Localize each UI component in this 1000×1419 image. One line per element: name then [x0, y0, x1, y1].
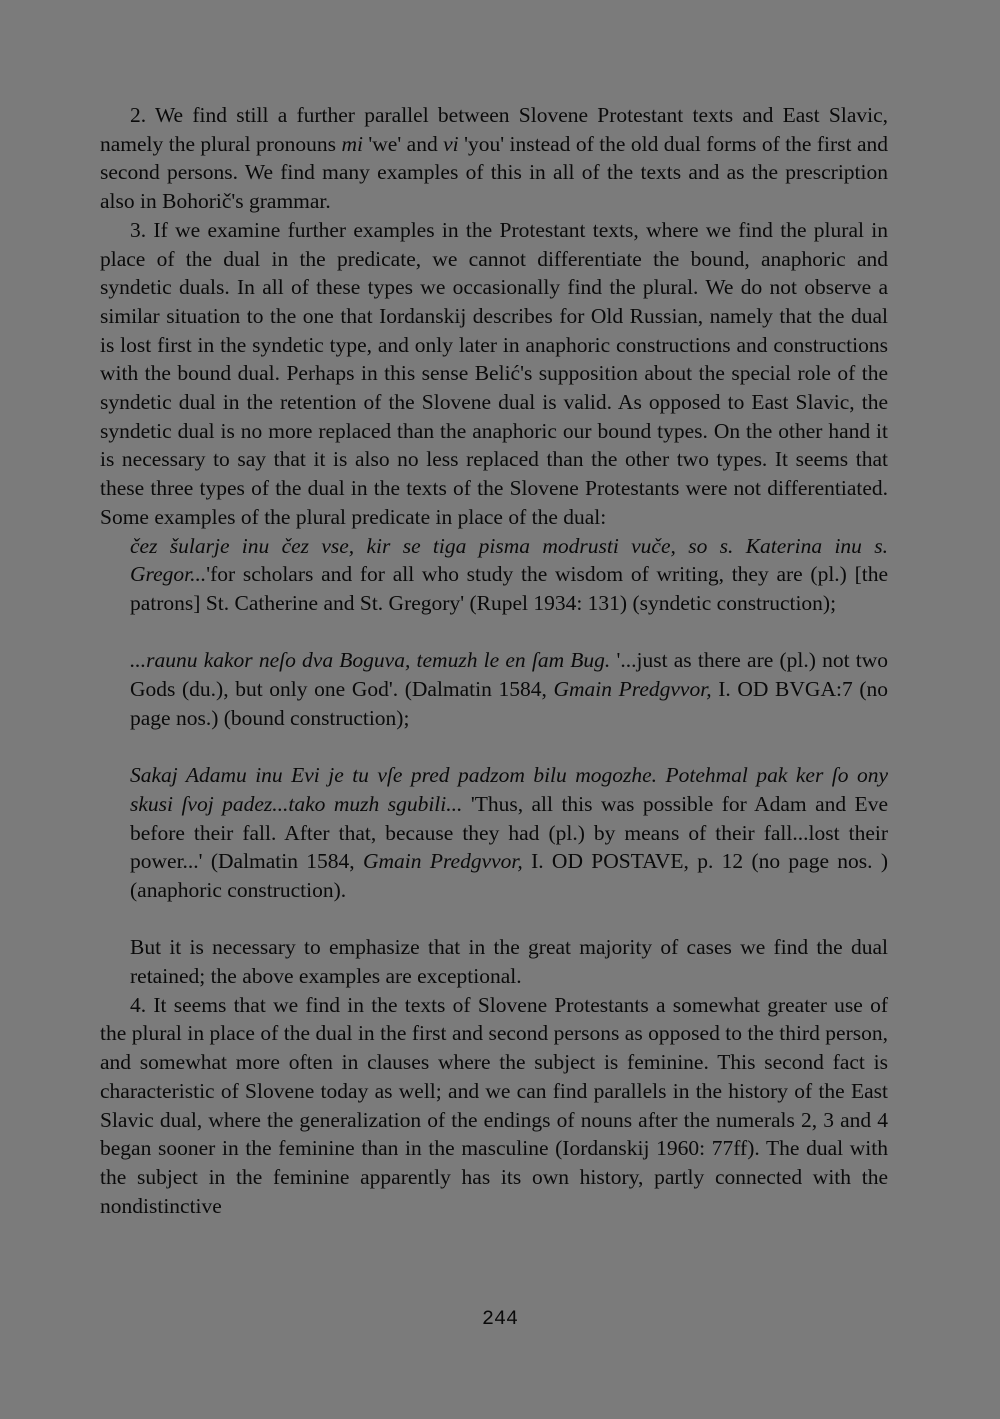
paragraph-but: But it is necessary to emphasize that in the great majority of cases we find the dual retained; the above examples are exceptional.	[130, 935, 888, 989]
example-3-ref: I. OD POSTAVE, p. 12 (no page nos. ) (anaphoric construction).	[130, 849, 888, 902]
example-2-ref: I. OD BVGA:7 (no page nos.) (bound construction);	[130, 677, 888, 730]
paragraph-2-text-c: 'you' instead of the old dual forms of the first and second persons. We find many examples of this in all of the texts and as the prescription also in Bohorič's grammar.	[100, 131, 889, 214]
example-3-gloss: 'Thus, all this was possible for Adam and Eve before their fall. After that, because they had (pl.) by means of their fall...lost their power...' (Dalmatin 1584,	[130, 791, 888, 874]
paragraph-2-text-b: 'we' and	[362, 131, 444, 156]
body-text	[100, 101, 888, 1220]
term-vi: vi	[443, 131, 459, 156]
paragraph-4: 4. It seems that we find in the texts of Slovene Protestants a somewhat greater use of the plural in place of the dual in the first and second persons as opposed to the third person, and somewhat more often in clauses where the subject is feminine. This second fact is characteristic of Slovene today as well; and we can find parallels in the history of the East Slavic dual, where the generalization of the endings of nouns after the numerals 2, 3 and 4 began sooner in the feminine than in the masculine (Iordanskij 1960: 77ff). The dual with the subject in the feminine apparently has its own history, partly connected with the nondistinctive	[100, 992, 888, 1218]
example-1	[130, 532, 888, 618]
example-2-gloss: '...just as there are (pl.) not two Gods (du.), but only one God'. (Dalmatin 1584,	[130, 648, 889, 702]
example-2-source: Gmain Predgvvor,	[553, 677, 712, 702]
example-3-source: Gmain Predgvvor,	[363, 849, 523, 874]
paragraph-2	[100, 101, 888, 216]
example-2	[130, 646, 888, 732]
example-2-quote: ...raunu kakor neſo dva Boguva, temuzh le en ſam Bug.	[130, 648, 611, 673]
example-1-gloss: 'for scholars and for all who study the wisdom of writing, they are (pl.) [the patrons] St. Catherine and St. Gregory' (Rupel 1934: 131) (syndetic construction);	[130, 562, 888, 615]
example-3	[130, 761, 888, 905]
example-1-quote: čez šularje inu čez vse, kir se tiga pisma modrusti vuče, so s. Katerina inu s. Gregor...	[130, 533, 888, 587]
page-number: 244	[481, 1308, 518, 1331]
paragraph-2-text-a: 2. We find still a further parallel between Slovene Protestant texts and East Slavic, namely the plural pronouns	[100, 103, 888, 156]
term-mi: mi	[341, 131, 363, 156]
example-3-quote: Sakaj Adamu inu Evi je tu vſe pred padzom bilu mogozhe. Potehmal pak ker ſo ony skusi ſvoj padez...tako muzh sgubili...	[130, 763, 888, 816]
paragraph-3: 3. If we examine further examples in the Protestant texts, where we find the plural in place of the dual in the predicate, we cannot differentiate the bound, anaphoric and syndetic duals. In all of these types we occasionally find the plural. We do not observe a similar situation to the one that Iordanskij describes for Old Russian, namely that the dual is lost first in the syndetic type, and only later in anaphoric constructions and constructions with the bound dual. Perhaps in this sense Belić's supposition about the special role of the syndetic dual in the retention of the Slovene dual is valid. As opposed to East Slavic, the syndetic dual is no more replaced than the anaphoric our bound types. On the other hand it is necessary to say that it is also no less replaced than the other two types. It seems that these three types of the dual in the texts of the Slovene Protestants were not differentiated. Some examples of the plural predicate in place of the dual:	[100, 217, 888, 529]
